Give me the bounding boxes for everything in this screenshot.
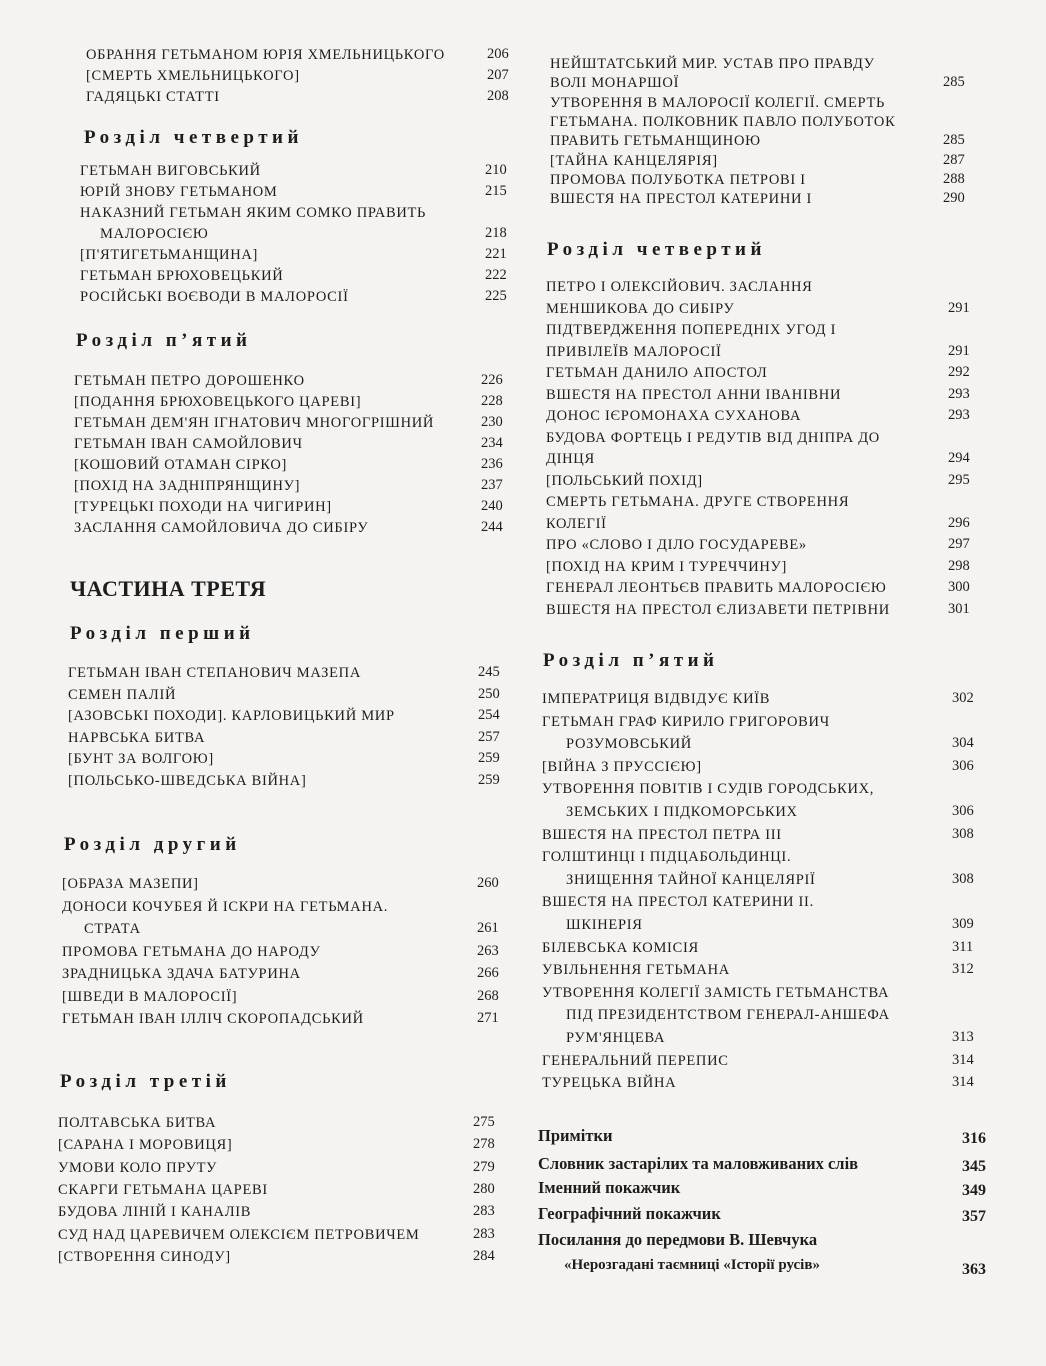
toc-entry-title: [ПОХІД НА КРИМ І ТУРЕЧЧИНУ] <box>546 558 788 575</box>
toc-entry-title: ГЕНЕРАЛЬНИЙ ПЕРЕПИС <box>542 1052 729 1069</box>
toc-entry-title: ГЕТЬМАН ВИГОВСЬКИЙ <box>80 163 261 179</box>
toc-entry-title: ШКІНЕРІЯ <box>566 917 643 933</box>
toc-entry-title: ГЕТЬМАН БРЮХОВЕЦЬКИЙ <box>80 268 284 284</box>
toc-entry-title: ГЕНЕРАЛ ЛЕОНТЬЄВ ПРАВИТЬ МАЛОРОСІЄЮ <box>546 580 887 596</box>
toc-entry-title: ІМПЕРАТРИЦЯ ВІДВІДУЄ КИЇВ <box>542 691 771 707</box>
toc-page-number: 285 <box>943 132 965 149</box>
toc-entry-title: [СМЕРТЬ ХМЕЛЬНИЦЬКОГО] <box>86 68 300 84</box>
appendix-page-number: 345 <box>962 1158 986 1175</box>
toc-entry-title: БУДОВА ФОРТЕЦЬ І РЕДУТІВ ВІД ДНІПРА ДО <box>546 429 880 446</box>
toc-entry-title: ОБРАННЯ ГЕТЬМАНОМ ЮРІЯ ХМЕЛЬНИЦЬКОГО <box>86 47 445 63</box>
toc-entry-title: ВШЕСТЯ НА ПРЕСТОЛ КАТЕРИНИ ІІ. <box>542 894 814 911</box>
appendix-entry-title: Географічний покажчик <box>538 1204 721 1223</box>
toc-entry-title: УМОВИ КОЛО ПРУТУ <box>58 1159 218 1176</box>
toc-page-number: 306 <box>952 803 974 819</box>
toc-entry-title: ВШЕСТЯ НА ПРЕСТОЛ ЄЛИЗАВЕТИ ПЕТРІВНИ <box>546 601 890 618</box>
section-title: Розділ третій <box>60 1071 231 1092</box>
toc-entry-title: [ПОЛЬСЬКИЙ ПОХІД] <box>546 472 703 489</box>
toc-entry-title: ДОНОСИ КОЧУБЕЯ Й ІСКРИ НА ГЕТЬМАНА. <box>62 898 389 915</box>
section-title: Розділ четвертий <box>84 127 303 148</box>
toc-entry-title: СЕМЕН ПАЛІЙ <box>68 686 177 703</box>
part-title: ЧАСТИНА ТРЕТЯ <box>70 576 267 601</box>
appendix-entry-title: Іменний покажчик <box>538 1178 681 1197</box>
toc-entry-title: ПІДТВЕРДЖЕННЯ ПОПЕРЕДНІХ УГОД І <box>546 322 837 338</box>
toc-entry-title: [ШВЕДИ В МАЛОРОСІЇ] <box>62 988 238 1005</box>
toc-entry-title: УТВОРЕННЯ ПОВІТІВ І СУДІВ ГОРОДСЬКИХ, <box>542 781 875 798</box>
toc-entry-title: ЗНИЩЕННЯ ТАЙНОЇ КАНЦЕЛЯРІЇ <box>566 871 816 888</box>
toc-entry-title: [СТВОРЕННЯ СИНОДУ] <box>58 1248 231 1265</box>
toc-page-number: 288 <box>943 170 965 187</box>
toc-entry-title: [ТУРЕЦЬКІ ПОХОДИ НА ЧИГИРИН] <box>74 499 332 515</box>
toc-entry-title: ГАДЯЦЬКІ СТАТТІ <box>86 89 220 105</box>
toc-page-number: 309 <box>952 916 974 932</box>
toc-page-number: 222 <box>485 267 507 283</box>
toc-page-number: 240 <box>481 498 503 514</box>
toc-page-number: 301 <box>948 600 970 617</box>
toc-entry-title: ВОЛІ МОНАРШОЇ <box>550 75 680 92</box>
toc-entry-title: НАРВСЬКА БИТВА <box>68 729 206 746</box>
toc-page-number: 293 <box>948 385 970 402</box>
toc-page-number: 306 <box>952 757 974 774</box>
toc-entry-title: ТУРЕЦЬКА ВІЙНА <box>542 1075 677 1092</box>
toc-page-number: 250 <box>478 685 500 702</box>
toc-page-number: 302 <box>952 690 974 706</box>
toc-entry-title: ГЕТЬМАН ГРАФ КИРИЛО ГРИГОРОВИЧ <box>542 713 830 730</box>
toc-page-number: 206 <box>487 46 509 62</box>
toc-entry-title: УВІЛЬНЕННЯ ГЕТЬМАНА <box>542 962 730 979</box>
toc-page-number: 236 <box>481 456 503 472</box>
toc-page-number: 226 <box>481 372 503 388</box>
toc-page-number: 314 <box>952 1074 974 1091</box>
toc-entry-title: [САРАНА І МОРОВИЦЯ] <box>58 1137 233 1154</box>
toc-entry-title: ДОНОС ІЄРОМОНАХА СУХАНОВА <box>546 408 802 424</box>
appendix-entry-title: Словник застарілих та маловживаних слів <box>538 1154 859 1173</box>
toc-entry-title: ЮРІЙ ЗНОВУ ГЕТЬМАНОМ <box>80 184 278 200</box>
toc-entry-title: ГЕТЬМАН ДАНИЛО АПОСТОЛ <box>546 365 768 381</box>
toc-page-number: 292 <box>948 364 970 380</box>
toc-entry-title: [АЗОВСЬКІ ПОХОДИ]. КАРЛОВИЦЬКИЙ МИР <box>68 708 395 724</box>
toc-entry-title: ПРОМОВА ПОЛУБОТКА ПЕТРОВІ І <box>550 171 806 188</box>
appendix-entry-title: «Нерозгадані таємниці «Історії русів» <box>564 1257 820 1273</box>
section-title: Розділ п’ятий <box>543 650 719 671</box>
toc-page-number: 297 <box>948 536 970 552</box>
toc-entry-title: СУД НАД ЦАРЕВИЧЕМ ОЛЕКСІЄМ ПЕТРОВИЧЕМ <box>58 1226 420 1243</box>
toc-entry-title: УТВОРЕННЯ КОЛЕГІЇ ЗАМІСТЬ ГЕТЬМАНСТВА <box>542 984 890 1001</box>
toc-page-number: 234 <box>481 435 503 451</box>
toc-entry-title: ЗЕМСЬКИХ І ПІДКОМОРСЬКИХ <box>566 804 798 820</box>
toc-entry-title: СТРАТА <box>84 921 141 937</box>
toc-entry-title: ГЕТЬМАН ДЕМ'ЯН ІГНАТОВИЧ МНОГОГРІШНИЙ <box>74 415 435 431</box>
appendix-entry-title: Посилання до передмови В. Шевчука <box>538 1230 818 1249</box>
toc-page-number: 304 <box>952 735 974 752</box>
toc-page-number: 300 <box>948 579 970 595</box>
toc-page-number: 208 <box>487 88 509 104</box>
toc-page-number: 237 <box>481 477 503 493</box>
toc-page-number: 311 <box>952 938 974 955</box>
toc-entry-title: БУДОВА ЛІНІЙ І КАНАЛІВ <box>58 1204 252 1221</box>
toc-page-number: 218 <box>485 225 507 241</box>
toc-entry-title: КОЛЕГІЇ <box>546 515 607 532</box>
toc-entry-title: [ОБРАЗА МАЗЕПИ] <box>62 876 199 892</box>
toc-entry-title: ЗРАДНИЦЬКА ЗДАЧА БАТУРИНА <box>62 966 301 982</box>
toc-page-number: 207 <box>487 67 509 83</box>
toc-page-number: 215 <box>485 183 507 199</box>
appendix-entry-title: Примітки <box>538 1126 613 1145</box>
toc-page-number: 279 <box>473 1158 495 1175</box>
toc-page-number: 283 <box>473 1225 495 1242</box>
toc-entry-title: ГЕТЬМАН ПЕТРО ДОРОШЕНКО <box>74 373 305 389</box>
toc-page-number: 259 <box>478 771 500 788</box>
toc-entry-title: ГЕТЬМАН ІВАН ІЛЛІЧ СКОРОПАДСЬКИЙ <box>62 1011 364 1027</box>
toc-page-number: 314 <box>952 1051 974 1068</box>
toc-page-number: 291 <box>948 342 970 359</box>
toc-entry-title: ПРОМОВА ГЕТЬМАНА ДО НАРОДУ <box>62 943 321 960</box>
toc-page-number: 210 <box>485 162 507 178</box>
toc-entry-title: [БУНТ ЗА ВОЛГОЮ] <box>68 751 214 767</box>
toc-page-number: 283 <box>473 1203 495 1220</box>
toc-entry-title: ВШЕСТЯ НА ПРЕСТОЛ КАТЕРИНИ І <box>550 191 813 208</box>
toc-entry-title: МЕНШИКОВА ДО СИБІРУ <box>546 300 735 317</box>
toc-entry-title: ЗАСЛАННЯ САМОЙЛОВИЧА ДО СИБІРУ <box>74 520 369 536</box>
toc-page-number: 295 <box>948 471 970 488</box>
toc-entry-title: ГЕТЬМАН ІВАН СТЕПАНОВИЧ МАЗЕПА <box>68 665 361 681</box>
toc-entry-title: БІЛЕВСЬКА КОМІСІЯ <box>542 939 699 956</box>
toc-entry-title: РОЗУМОВСЬКИЙ <box>566 736 692 753</box>
toc-page-number: 263 <box>477 942 499 959</box>
toc-page-number: 313 <box>952 1029 974 1045</box>
toc-entry-title: ПЕТРО І ОЛЕКСІЙОВИЧ. ЗАСЛАННЯ <box>546 279 813 295</box>
toc-entry-title: ВШЕСТЯ НА ПРЕСТОЛ АННИ ІВАНІВНИ <box>546 386 842 403</box>
toc-entry-title: УТВОРЕННЯ В МАЛОРОСІЇ КОЛЕГІЇ. СМЕРТЬ <box>550 94 886 111</box>
toc-entry-title: [ТАЙНА КАНЦЕЛЯРІЯ] <box>550 152 718 169</box>
toc-entry-title: РУМ'ЯНЦЕВА <box>566 1030 666 1046</box>
toc-entry-title: ПРО «СЛОВО І ДІЛО ГОСУДАРЕВЕ» <box>546 537 807 553</box>
toc-page-number: 244 <box>481 519 503 535</box>
section-title: Розділ перший <box>70 623 255 644</box>
toc-entry-title: ГОЛШТИНЦІ І ПІДЦАБОЛЬДИНЦІ. <box>542 849 792 866</box>
toc-page-number: 293 <box>948 407 970 423</box>
toc-entry-title: [ПОЛЬСЬКО-ШВЕДСЬКА ВІЙНА] <box>68 772 307 789</box>
toc-entry-title: НЕЙШТАТСЬКИЙ МИР. УСТАВ ПРО ПРАВДУ <box>550 56 875 72</box>
toc-page-number: 280 <box>473 1180 495 1197</box>
toc-page-number: 294 <box>948 450 970 466</box>
toc-entry-title: ГЕТЬМАН ІВАН САМОЙЛОВИЧ <box>74 436 303 452</box>
toc-page-number: 245 <box>478 664 500 680</box>
toc-page-number: 259 <box>478 750 500 766</box>
toc-page-number: 312 <box>952 961 974 978</box>
toc-page-number: 298 <box>948 557 970 574</box>
toc-page-number: 290 <box>943 190 965 207</box>
toc-page-number: 275 <box>473 1114 495 1130</box>
toc-entry-title: [КОШОВИЙ ОТАМАН СІРКО] <box>74 457 288 473</box>
section-title: Розділ другий <box>64 834 241 855</box>
toc-page-number: 221 <box>485 246 507 262</box>
toc-page-number: 268 <box>477 987 499 1004</box>
toc-entry-title: [ВІЙНА З ПРУССІЄЮ] <box>542 758 702 775</box>
toc-page-number: 291 <box>948 299 970 316</box>
toc-page-number: 287 <box>943 151 965 168</box>
toc-page-number: 225 <box>485 288 507 304</box>
toc-entry-title: ГЕТЬМАНА. ПОЛКОВНИК ПАВЛО ПОЛУБОТОК <box>550 113 896 130</box>
section-title: Розділ четвертий <box>547 239 766 260</box>
toc-entry-title: [П'ЯТИГЕТЬМАНЩИНА] <box>80 247 259 263</box>
toc-entry-title: [ПОДАННЯ БРЮХОВЕЦЬКОГО ЦАРЕВІ] <box>74 394 362 410</box>
toc-entry-title: МАЛОРОСІЄЮ <box>100 226 209 242</box>
appendix-page-number: 357 <box>962 1208 986 1225</box>
toc-entry-title: ПРАВИТЬ ГЕТЬМАНЩИНОЮ <box>550 133 761 150</box>
toc-page-number: 296 <box>948 514 970 531</box>
toc-entry-title: СМЕРТЬ ГЕТЬМАНА. ДРУГЕ СТВОРЕННЯ <box>546 494 850 510</box>
toc-page-number: 228 <box>481 393 503 409</box>
toc-entry-title: ДІНЦЯ <box>546 451 595 467</box>
appendix-page-number: 363 <box>962 1261 986 1278</box>
toc-page-number: 284 <box>473 1247 495 1264</box>
toc-page-number: 285 <box>943 74 965 91</box>
toc-entry-title: ПРИВІЛЕЇВ МАЛОРОСІЇ <box>546 343 722 360</box>
toc-entry-title: ПІД ПРЕЗИДЕНТСТВОМ ГЕНЕРАЛ-АНШЕФА <box>566 1007 890 1024</box>
toc-page-number: 260 <box>477 875 499 891</box>
toc-page-number: 254 <box>478 707 500 723</box>
section-title: Розділ п’ятий <box>76 330 252 351</box>
toc-page-number: 271 <box>477 1010 499 1026</box>
toc-entry-title: НАКАЗНИЙ ГЕТЬМАН ЯКИМ СОМКО ПРАВИТЬ <box>80 205 427 221</box>
appendix-page-number: 316 <box>962 1130 986 1147</box>
toc-entry-title: ВШЕСТЯ НА ПРЕСТОЛ ПЕТРА ІІІ <box>542 826 782 843</box>
toc-entry-title: РОСІЙСЬКІ ВОЄВОДИ В МАЛОРОСІЇ <box>80 289 349 305</box>
toc-page-number: 278 <box>473 1136 495 1153</box>
toc-page-number: 308 <box>952 870 974 887</box>
toc-page-number: 266 <box>477 965 499 981</box>
appendix-page-number: 349 <box>962 1182 986 1199</box>
toc-page-number: 257 <box>478 728 500 745</box>
toc-entry-title: ПОЛТАВСЬКА БИТВА <box>58 1115 217 1131</box>
toc-page-number: 261 <box>477 920 499 936</box>
toc-entry-title: [ПОХІД НА ЗАДНІПРЯНЩИНУ] <box>74 478 301 494</box>
toc-page-number: 308 <box>952 825 974 842</box>
toc-entry-title: СКАРГИ ГЕТЬМАНА ЦАРЕВІ <box>58 1181 268 1198</box>
toc-page-number: 230 <box>481 414 503 430</box>
